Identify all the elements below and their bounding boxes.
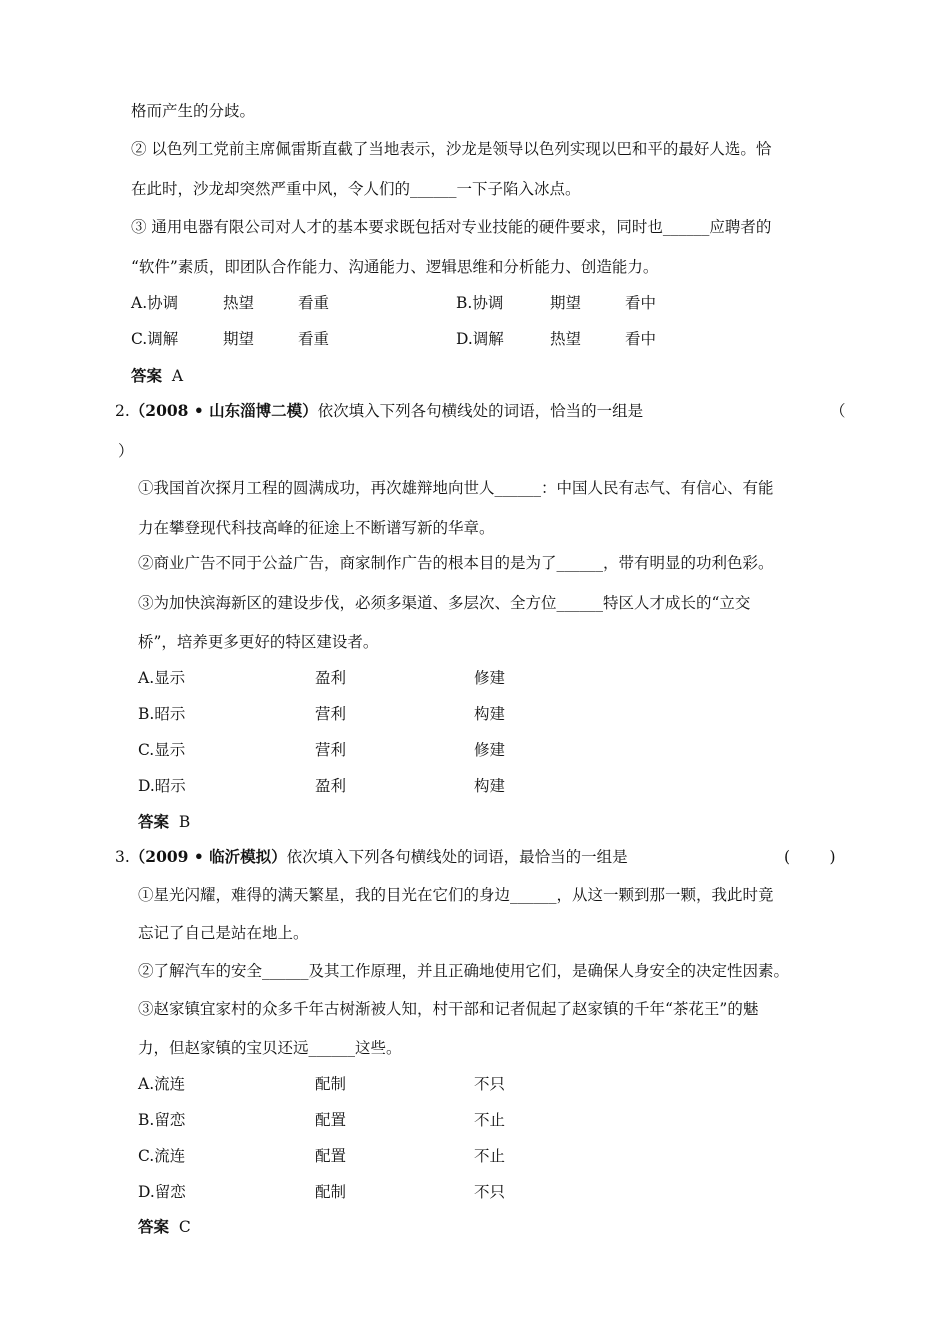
q3-number: 3. xyxy=(115,848,130,866)
q2-option-d-word-3: 构建 xyxy=(474,777,506,795)
q2-line-4: ③为加快滨海新区的建设步伐，必须多渠道、多层次、全方位______特区人才成长的“立交 xyxy=(138,594,751,612)
q3-option-b-word-3: 不止 xyxy=(474,1111,506,1129)
q2-option-b: B.昭示 xyxy=(138,705,186,723)
q3-line-1: ①星光闪耀，难得的满天繁星，我的目光在它们的身边______，从这一颗到那一颗，我此时竟 xyxy=(138,886,774,904)
q3-option-a-word-3: 不只 xyxy=(474,1075,506,1093)
q3-line-3: ②了解汽车的安全______及其工作原理，并且正确地使用它们，是确保人身安全的决定性因素。 xyxy=(138,962,790,980)
q3-option-b-word-2: 配置 xyxy=(315,1111,347,1129)
q2-option-c: C.显示 xyxy=(138,741,186,759)
q2-heading xyxy=(115,400,643,422)
q2-answer xyxy=(138,811,190,833)
q2-line-3: ②商业广告不同于公益广告，商家制作广告的根本目的是为了______，带有明显的功利色彩。 xyxy=(138,554,774,572)
q3-option-d-word-3: 不只 xyxy=(474,1183,506,1201)
q3-option-a: A.流连 xyxy=(138,1075,186,1093)
q2-option-a-word-2: 盈利 xyxy=(315,669,347,687)
q2-line-5: 桥”，培养更多更好的特区建设者。 xyxy=(138,633,379,651)
q3-option-b: B.留恋 xyxy=(138,1111,186,1129)
q3-line-5: 力，但赵家镇的宝贝还远______这些。 xyxy=(138,1039,402,1057)
q1-answer-value: A xyxy=(171,367,184,385)
q1-option-b: B.协调 xyxy=(456,294,504,312)
q1-option-a-word-2: 热望 xyxy=(223,294,255,312)
q1-option-c-word-2: 期望 xyxy=(223,330,255,348)
q3-answer xyxy=(138,1216,191,1238)
q1-option-b-word-2: 期望 xyxy=(550,294,582,312)
q2-paren-close: ） xyxy=(118,442,134,460)
q1-line-1: 格而产生的分歧。 xyxy=(131,102,256,120)
q3-option-a-word-2: 配制 xyxy=(315,1075,347,1093)
q1-option-c-word-3: 看重 xyxy=(298,330,330,348)
q2-option-a-word-3: 修建 xyxy=(474,669,506,687)
q1-option-d: D.调解 xyxy=(456,330,504,348)
q3-answer-label: 答案 xyxy=(138,1217,170,1236)
q2-option-a: A.显示 xyxy=(138,669,186,687)
q3-option-c-word-2: 配置 xyxy=(315,1147,347,1165)
q3-option-d: D.留恋 xyxy=(138,1183,186,1201)
q3-paren: ( ) xyxy=(784,848,836,866)
q1-option-d-word-2: 热望 xyxy=(550,330,582,348)
q1-option-b-word-3: 看中 xyxy=(625,294,657,312)
q2-line-1: ①我国首次探月工程的圆满成功，再次雄辩地向世人______：中国人民有志气、有信心、有能 xyxy=(138,479,774,497)
q1-line-3: 在此时，沙龙却突然严重中风，令人们的______一下子陷入冰点。 xyxy=(131,180,581,198)
q1-option-c: C.调解 xyxy=(131,330,179,348)
q2-answer-label: 答案 xyxy=(138,812,170,831)
q1-line-5: “软件”素质，即团队合作能力、沟通能力、逻辑思维和分析能力、创造能力。 xyxy=(131,258,659,276)
q3-stem: 依次填入下列各句横线处的词语，最恰当的一组是 xyxy=(286,848,628,866)
q1-option-d-word-3: 看中 xyxy=(625,330,657,348)
q1-option-a-word-3: 看重 xyxy=(298,294,330,312)
q3-heading xyxy=(115,846,628,868)
q1-option-a: A.协调 xyxy=(131,294,179,312)
q1-answer xyxy=(131,365,183,387)
q2-option-b-word-3: 构建 xyxy=(474,705,506,723)
q3-option-c: C.流连 xyxy=(138,1147,186,1165)
q3-answer-value: C xyxy=(178,1218,191,1236)
q1-line-2: ② 以色列工党前主席佩雷斯直截了当地表示，沙龙是领导以色列实现以巴和平的最好人选。恰 xyxy=(131,140,772,158)
q2-line-2: 力在攀登现代科技高峰的征途上不断谱写新的华章。 xyxy=(138,519,495,537)
q1-answer-label: 答案 xyxy=(131,366,163,385)
q2-answer-value: B xyxy=(178,813,191,831)
q2-option-d: D.昭示 xyxy=(138,777,186,795)
q3-source: （2009 • 临沂模拟） xyxy=(129,847,287,866)
q2-option-c-word-3: 修建 xyxy=(474,741,506,759)
q3-option-c-word-3: 不止 xyxy=(474,1147,506,1165)
q3-line-4: ③赵家镇宜家村的众多千年古树渐被人知，村干部和记者侃起了赵家镇的千年“茶花王”的魅 xyxy=(138,1000,759,1018)
q2-number: 2. xyxy=(115,402,130,420)
q3-line-2: 忘记了自己是站在地上。 xyxy=(138,924,309,942)
q2-stem: 依次填入下列各句横线处的词语，恰当的一组是 xyxy=(317,402,644,420)
q2-paren-open: （ xyxy=(830,402,846,420)
q1-line-4: ③ 通用电器有限公司对人才的基本要求既包括对专业技能的硬件要求，同时也______应聘者的 xyxy=(131,218,772,236)
q3-option-d-word-2: 配制 xyxy=(315,1183,347,1201)
q2-option-b-word-2: 营利 xyxy=(315,705,347,723)
q2-option-c-word-2: 营利 xyxy=(315,741,347,759)
q2-source: （2008 • 山东淄博二模） xyxy=(129,401,318,420)
q2-option-d-word-2: 盈利 xyxy=(315,777,347,795)
